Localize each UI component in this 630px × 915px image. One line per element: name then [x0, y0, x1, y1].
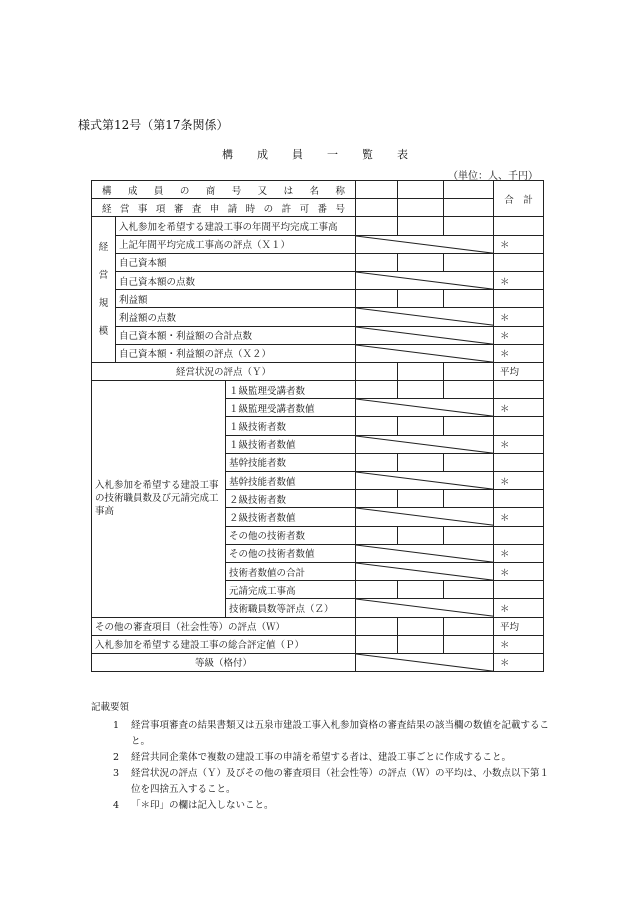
technical-row-6-label: 基幹技能者数値	[226, 472, 356, 490]
diagonal-strike	[356, 236, 493, 253]
diagonal-strike	[356, 472, 493, 489]
total-score-row-total: ＊	[494, 635, 544, 653]
instruction-number: 4	[113, 800, 120, 811]
scale-row-1-label: 入札参加を希望する建設工事の年間平均完成工事高	[116, 217, 356, 235]
technical-row-8-total: ＊	[494, 508, 544, 526]
technical-row-4-total: ＊	[494, 435, 544, 453]
scale-row-1-member-3[interactable]	[444, 217, 494, 235]
scale-row-1-member-1[interactable]	[356, 217, 398, 235]
status-row-member-3[interactable]	[444, 362, 494, 380]
grade-row-not-applicable	[356, 653, 494, 671]
technical-row-13-total: ＊	[494, 599, 544, 617]
diagonal-strike	[356, 545, 493, 562]
status-row-member-2[interactable]	[398, 362, 444, 380]
scale-row-1-member-2[interactable]	[398, 217, 444, 235]
diagonal-strike	[356, 436, 493, 453]
technical-row-8-not-applicable	[356, 508, 494, 526]
scale-row-3-label: 自己資本額	[116, 253, 356, 271]
other-items-label: その他の審査項目（社会性等）の評点（Ｗ）	[92, 617, 356, 635]
scale-row-7-label: 自己資本額・利益額の合計点数	[116, 326, 356, 344]
member-2-name-cell[interactable]	[398, 181, 444, 199]
other-items-row	[92, 617, 544, 635]
instruction-text: 「＊印」の欄は記入しないこと。	[131, 800, 274, 811]
technical-row-2-not-applicable	[356, 399, 494, 417]
technical-row-3-member-1[interactable]	[356, 417, 398, 435]
status-row-member-1[interactable]	[356, 362, 398, 380]
technical-row-13-not-applicable	[356, 599, 494, 617]
member-list-table	[91, 180, 544, 672]
status-row	[92, 362, 544, 380]
member-1-permit-cell[interactable]	[356, 199, 398, 217]
page-title: 構成員一覧表	[222, 148, 432, 161]
technical-row-11-total: ＊	[494, 562, 544, 580]
member-1-name-cell[interactable]	[356, 181, 398, 199]
instruction-text: 経営事項審査の結果書類又は五泉市建設工事入札参加資格の審査結果の該当欄の数値を記載すること。	[131, 720, 550, 747]
technical-row-10-not-applicable	[356, 544, 494, 562]
technical-row-9-total	[494, 526, 544, 544]
scale-row-5-member-1[interactable]	[356, 290, 398, 308]
scale-row-8-label: 自己資本額・利益額の評点（Ｘ２）	[116, 344, 356, 362]
scale-group-char: 規	[98, 297, 109, 309]
grade-row	[92, 653, 544, 671]
technical-row-10-label: その他の技術者数値	[226, 544, 356, 562]
technical-row-1-label: １級監理受講者数	[226, 381, 356, 399]
instruction-number: 3	[113, 768, 120, 779]
technical-row-11-not-applicable	[356, 562, 494, 580]
technical-row-4-not-applicable	[356, 435, 494, 453]
technical-row-10-total: ＊	[494, 544, 544, 562]
scale-row-7-not-applicable	[356, 326, 494, 344]
technical-row-9-label: その他の技術者数	[226, 526, 356, 544]
total-score-row-member-1[interactable]	[356, 635, 398, 653]
technical-row-1	[92, 381, 544, 399]
diagonal-strike	[356, 308, 493, 325]
scale-row-4-total: ＊	[494, 271, 544, 289]
other-items-row-member-1[interactable]	[356, 617, 398, 635]
member-3-name-cell[interactable]	[444, 181, 494, 199]
scale-row-7	[92, 326, 544, 344]
scale-group-char: 模	[98, 325, 109, 337]
diagonal-strike	[356, 272, 493, 289]
scale-row-6-not-applicable	[356, 308, 494, 326]
technical-row-12-member-2[interactable]	[398, 581, 444, 599]
scale-row-8	[92, 344, 544, 362]
technical-row-3-member-2[interactable]	[398, 417, 444, 435]
scale-row-1-total	[494, 217, 544, 235]
technical-row-1-member-1[interactable]	[356, 381, 398, 399]
technical-row-13-label: 技術職員数等評点（Ｚ）	[226, 599, 356, 617]
permit-label: 経営事項審査申請時の許可番号	[92, 199, 356, 217]
instructions	[91, 700, 551, 814]
scale-group-char: 経	[98, 241, 109, 253]
scale-row-3	[92, 253, 544, 271]
scale-row-7-total: ＊	[494, 326, 544, 344]
scale-row-6-total: ＊	[494, 308, 544, 326]
instruction-number: 1	[113, 720, 120, 731]
total-header: 合 計	[494, 181, 544, 217]
scale-row-5-member-2[interactable]	[398, 290, 444, 308]
technical-row-9-member-1[interactable]	[356, 526, 398, 544]
other-items-row-member-3[interactable]	[444, 617, 494, 635]
instruction-item	[91, 750, 551, 766]
scale-row-2-not-applicable	[356, 235, 494, 253]
technical-row-7-member-3[interactable]	[444, 490, 494, 508]
technical-row-2-total: ＊	[494, 399, 544, 417]
total-score-row-member-3[interactable]	[444, 635, 494, 653]
technical-row-7-member-2[interactable]	[398, 490, 444, 508]
scale-row-5-member-3[interactable]	[444, 290, 494, 308]
other-items-row-member-2[interactable]	[398, 617, 444, 635]
total-score-row-member-2[interactable]	[398, 635, 444, 653]
technical-row-11-label: 技術者数値の合計	[226, 562, 356, 580]
scale-row-5-label: 利益額	[116, 290, 356, 308]
instruction-text: 経営共同企業体で複数の建設工事の申請を希望する者は、建設工事ごとに作成すること。	[131, 752, 512, 763]
grade-row-total: ＊	[494, 653, 544, 671]
scale-row-6-label: 利益額の点数	[116, 308, 356, 326]
diagonal-strike	[356, 654, 493, 671]
scale-row-8-total: ＊	[494, 344, 544, 362]
technical-row-1-member-3[interactable]	[444, 381, 494, 399]
technical-row-12-label: 元請完成工事高	[226, 581, 356, 599]
scale-row-4	[92, 271, 544, 289]
technical-group-label: 入札参加を希望する建設工事の技術職員数及び元請完成工事高	[92, 381, 226, 617]
diagonal-strike	[356, 399, 493, 416]
member-3-permit-cell[interactable]	[444, 199, 494, 217]
form-number: 様式第12号（第17条関係）	[78, 118, 229, 132]
technical-row-9-member-3[interactable]	[444, 526, 494, 544]
unit-label: （単位：人、千円）	[448, 171, 538, 182]
technical-row-3-total	[494, 417, 544, 435]
technical-row-1-member-2[interactable]	[398, 381, 444, 399]
scale-row-2	[92, 235, 544, 253]
total-score-label: 入札参加を希望する建設工事の総合評定値（Ｐ）	[92, 635, 356, 653]
other-items-row-total: 平均	[494, 617, 544, 635]
technical-row-9-member-2[interactable]	[398, 526, 444, 544]
scale-row-2-label: 上記年間平均完成工事高の評点（Ｘ１）	[116, 235, 356, 253]
scale-group-label	[92, 217, 116, 363]
technical-row-6-total: ＊	[494, 472, 544, 490]
technical-row-7-label: ２級技術者数	[226, 490, 356, 508]
technical-row-3-label: １級技術者数	[226, 417, 356, 435]
technical-row-5-total	[494, 453, 544, 471]
technical-row-7-member-1[interactable]	[356, 490, 398, 508]
instruction-item	[91, 718, 551, 750]
scale-row-3-member-3[interactable]	[444, 253, 494, 271]
name-label: 構成員の商号又は名称	[92, 181, 356, 199]
technical-row-12-member-3[interactable]	[444, 581, 494, 599]
scale-row-3-member-1[interactable]	[356, 253, 398, 271]
technical-row-5-member-3[interactable]	[444, 453, 494, 471]
diagonal-strike	[356, 327, 493, 344]
technical-row-2-label: １級監理受講者数値	[226, 399, 356, 417]
member-2-permit-cell[interactable]	[398, 199, 444, 217]
total-score-row	[92, 635, 544, 653]
instruction-item	[91, 798, 551, 814]
scale-row-4-label: 自己資本額の点数	[116, 271, 356, 289]
status-row-total: 平均	[494, 362, 544, 380]
scale-group-char: 営	[98, 269, 109, 281]
technical-row-3-member-3[interactable]	[444, 417, 494, 435]
scale-row-4-not-applicable	[356, 271, 494, 289]
diagonal-strike	[356, 345, 493, 362]
technical-row-8-label: ２級技術者数値	[226, 508, 356, 526]
instructions-heading: 記載要領	[91, 702, 130, 713]
scale-row-5	[92, 290, 544, 308]
instruction-number: 2	[113, 752, 120, 763]
status-label: 経営状況の評点（Ｙ）	[92, 362, 356, 380]
scale-row-8-not-applicable	[356, 344, 494, 362]
technical-row-12-total	[494, 581, 544, 599]
diagonal-strike	[356, 508, 493, 525]
scale-row-2-total: ＊	[494, 235, 544, 253]
technical-row-4-label: １級技術者数値	[226, 435, 356, 453]
scale-row-3-total	[494, 253, 544, 271]
header-row-permit	[92, 199, 544, 217]
technical-row-6-not-applicable	[356, 472, 494, 490]
scale-row-3-member-2[interactable]	[398, 253, 444, 271]
diagonal-strike	[356, 563, 493, 580]
grade-label: 等級（格付）	[92, 653, 356, 671]
technical-row-5-member-1[interactable]	[356, 453, 398, 471]
scale-row-1	[92, 217, 544, 235]
diagonal-strike	[356, 599, 493, 616]
instruction-item	[91, 766, 551, 798]
header-row-name	[92, 181, 544, 199]
technical-row-5-member-2[interactable]	[398, 453, 444, 471]
technical-row-12-member-1[interactable]	[356, 581, 398, 599]
scale-row-6	[92, 308, 544, 326]
technical-row-7-total	[494, 490, 544, 508]
technical-row-1-total	[494, 381, 544, 399]
scale-row-5-total	[494, 290, 544, 308]
instruction-text: 経営状況の評点（Ｙ）及びその他の審査項目（社会性等）の評点（Ｗ）の平均は、小数点以下第１位を四捨五入すること。	[131, 768, 550, 795]
technical-row-5-label: 基幹技能者数	[226, 453, 356, 471]
